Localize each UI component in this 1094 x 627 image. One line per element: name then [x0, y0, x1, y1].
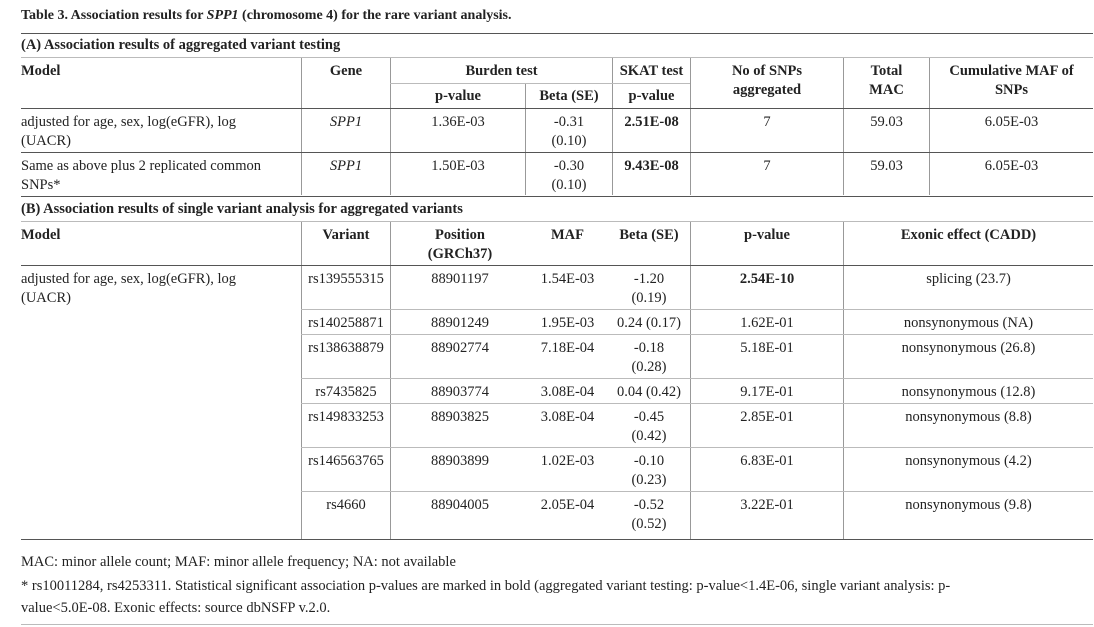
b-row7-exonic: nonsynonymous (9.8) — [905, 497, 1032, 513]
rule — [21, 196, 1093, 197]
b-row3-beta-se: (0.28) — [631, 359, 667, 375]
rule — [390, 83, 690, 84]
caption-prefix: Table 3. Association results for — [21, 8, 207, 23]
b-row1-exonic: splicing (23.7) — [926, 271, 1011, 287]
header-skat-p: p-value — [628, 88, 675, 104]
rule — [21, 33, 1093, 34]
a-row2-beta-se: (0.10) — [551, 177, 587, 193]
a-row2-beta: -0.30 — [553, 158, 585, 174]
rule — [301, 447, 1093, 448]
b-model-2: (UACR) — [21, 290, 71, 306]
b-row4-maf: 3.08E-04 — [540, 384, 595, 400]
b-row3-pos: 88902774 — [431, 340, 489, 356]
a-row1-model: adjusted for age, sex, log(eGFR), log — [21, 114, 237, 130]
header-cmaf: Cumulative MAF of — [949, 63, 1074, 79]
b-row7-pos: 88904005 — [431, 497, 489, 513]
a-row1-nsnps: 7 — [763, 114, 771, 130]
b-row2-maf: 1.95E-03 — [540, 315, 595, 331]
b-row6-exonic: nonsynonymous (4.2) — [905, 453, 1032, 469]
b-row4-p: 9.17E-01 — [740, 384, 794, 400]
rule — [301, 491, 1093, 492]
b-row4-beta: 0.04 (0.42) — [616, 384, 682, 400]
a-row1-mac: 59.03 — [870, 114, 903, 130]
b-row6-variant: rs146563765 — [308, 453, 384, 469]
b-row3-beta: -0.18 — [633, 340, 665, 356]
header-model: Model — [21, 63, 61, 79]
b-row6-p: 6.83E-01 — [740, 453, 794, 469]
rule — [21, 539, 1093, 540]
b-row1-maf: 1.54E-03 — [540, 271, 595, 287]
a-row2-cmaf: 6.05E-03 — [984, 158, 1039, 174]
a-row1-skat-p: 2.51E-08 — [624, 114, 679, 130]
a-row2-skat-p: 9.43E-08 — [624, 158, 679, 174]
a-row1-gene: SPP1 — [329, 114, 363, 130]
header-mac-2: MAC — [869, 82, 904, 98]
b-row5-pos: 88903825 — [431, 409, 489, 425]
header-cmaf-2: SNPs — [994, 82, 1029, 98]
b-header-position: Position — [435, 227, 485, 243]
b-row5-maf: 3.08E-04 — [540, 409, 595, 425]
b-row3-exonic: nonsynonymous (26.8) — [901, 340, 1036, 356]
b-row5-beta: -0.45 — [633, 409, 665, 425]
b-row4-exonic: nonsynonymous (12.8) — [901, 384, 1036, 400]
a-row1-cmaf: 6.05E-03 — [984, 114, 1039, 130]
b-row6-maf: 1.02E-03 — [540, 453, 595, 469]
b-row2-pos: 88901249 — [431, 315, 489, 331]
b-model: adjusted for age, sex, log(eGFR), log — [21, 271, 237, 287]
b-row3-maf: 7.18E-04 — [540, 340, 595, 356]
rule — [301, 378, 1093, 379]
b-row6-pos: 88903899 — [431, 453, 489, 469]
table-caption — [21, 8, 512, 24]
section-b-title: (B) Association results of single variant analysis for aggregated variants — [21, 201, 463, 217]
b-row5-beta-se: (0.42) — [631, 428, 667, 444]
a-row1-burden-p: 1.36E-03 — [431, 114, 485, 130]
b-row1-beta-se: (0.19) — [631, 290, 667, 306]
a-row2-model-2: SNPs* — [21, 177, 61, 193]
b-row3-p: 5.18E-01 — [740, 340, 794, 356]
header-burden-p: p-value — [435, 88, 481, 104]
b-row1-p: 2.54E-10 — [739, 271, 795, 287]
b-row2-exonic: nonsynonymous (NA) — [903, 315, 1034, 331]
footnote-abbrev: MAC: minor allele count; MAF: minor allele frequency; NA: not available — [21, 554, 456, 570]
b-header-maf: MAF — [550, 227, 584, 243]
b-row6-beta: -0.10 — [633, 453, 665, 469]
b-row6-beta-se: (0.23) — [631, 472, 667, 488]
a-row2-gene: SPP1 — [329, 158, 363, 174]
b-header-beta: Beta (SE) — [619, 227, 679, 243]
b-row7-maf: 2.05E-04 — [540, 497, 595, 513]
a-row2-burden-p: 1.50E-03 — [431, 158, 485, 174]
header-nsnps-2: aggregated — [732, 82, 802, 98]
b-row7-p: 3.22E-01 — [740, 497, 794, 513]
a-row2-model: Same as above plus 2 replicated common — [21, 158, 261, 174]
a-row1-beta: -0.31 — [553, 114, 585, 130]
rule — [21, 265, 1093, 266]
caption-suffix: (chromosome 4) for the rare variant analysis. — [238, 8, 512, 23]
b-row5-p: 2.85E-01 — [740, 409, 794, 425]
rule — [21, 108, 1093, 109]
b-row1-pos: 88901197 — [431, 271, 489, 287]
a-row1-model-2: (UACR) — [21, 133, 71, 149]
header-gene: Gene — [329, 63, 363, 79]
b-row2-variant: rs140258871 — [308, 315, 384, 331]
b-row5-variant: rs149833253 — [308, 409, 384, 425]
b-header-p: p-value — [744, 227, 790, 243]
b-row2-p: 1.62E-01 — [740, 315, 794, 331]
b-header-model: Model — [21, 227, 61, 243]
b-row7-beta-se: (0.52) — [631, 516, 667, 532]
header-nsnps: No of SNPs — [731, 63, 803, 79]
header-burden-beta: Beta (SE) — [539, 88, 599, 104]
rule — [21, 624, 1093, 625]
b-row1-variant: rs139555315 — [308, 271, 384, 287]
b-row4-pos: 88903774 — [431, 384, 489, 400]
footnote-star-2: value<5.0E-08. Exonic effects: source dbNSFP v.2.0. — [21, 600, 331, 616]
rule — [21, 57, 1093, 58]
b-row2-beta: 0.24 (0.17) — [616, 315, 682, 331]
b-header-exonic: Exonic effect (CADD) — [900, 227, 1037, 243]
rule — [301, 309, 1093, 310]
footnote-star: * rs10011284, rs4253311. Statistical significant association p-values are marked in bold (aggregated variant testing: p-value<1.4E-06, single variant analysis: p- — [21, 578, 951, 594]
rule — [301, 403, 1093, 404]
header-burden: Burden test — [465, 63, 538, 79]
b-row5-exonic: nonsynonymous (8.8) — [905, 409, 1032, 425]
b-row4-variant: rs7435825 — [315, 384, 377, 400]
header-mac: Total — [870, 63, 903, 79]
b-row7-variant: rs4660 — [326, 497, 366, 513]
a-row2-nsnps: 7 — [763, 158, 771, 174]
b-row3-variant: rs138638879 — [308, 340, 384, 356]
rule — [301, 334, 1093, 335]
rule — [21, 221, 1093, 222]
rule — [21, 152, 1093, 153]
a-row1-beta-se: (0.10) — [551, 133, 587, 149]
b-row7-beta: -0.52 — [633, 497, 665, 513]
caption-gene: SPP1 — [206, 8, 239, 23]
b-header-variant: Variant — [322, 227, 370, 243]
header-skat: SKAT test — [619, 63, 684, 79]
a-row2-mac: 59.03 — [870, 158, 903, 174]
b-header-position-2: (GRCh37) — [427, 246, 493, 262]
b-row1-beta: -1.20 — [633, 271, 665, 287]
section-a-title: (A) Association results of aggregated variant testing — [21, 37, 341, 53]
